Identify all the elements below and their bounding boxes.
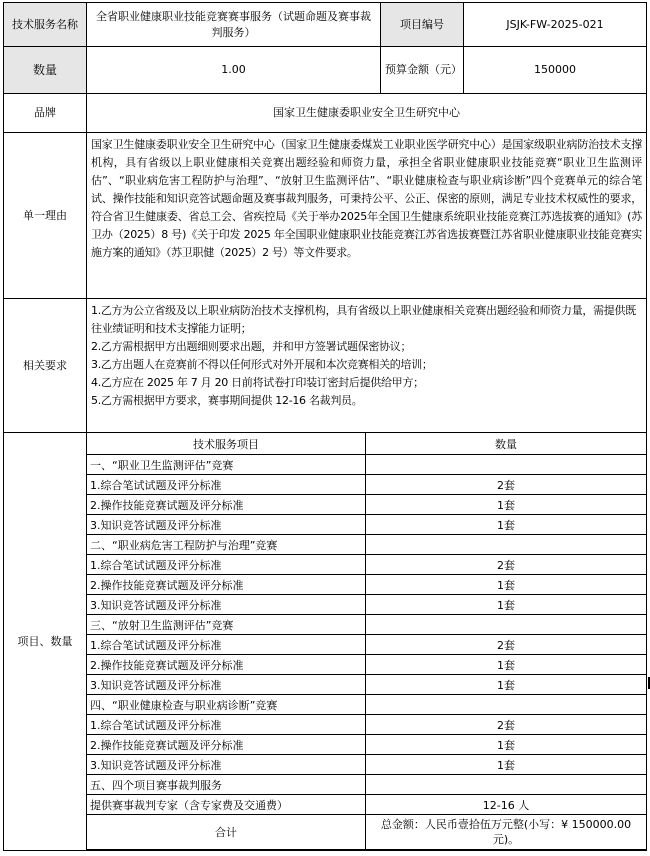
item-qty: 1套 xyxy=(366,735,647,755)
requirements-row xyxy=(4,299,647,433)
item-qty: 1套 xyxy=(366,755,647,775)
brand-value: 国家卫生健康委职业安全卫生研究中心 xyxy=(87,94,647,133)
item-name: 三、“放射卫生监测评估”竞赛 xyxy=(87,615,366,635)
table-row xyxy=(87,495,647,515)
requirements-list xyxy=(87,299,647,433)
item-qty xyxy=(366,695,647,715)
item-name: 一、“职业卫生监测评估”竞赛 xyxy=(87,455,366,475)
quantity-value: 1.00 xyxy=(87,47,381,94)
item-name: 四、“职业健康检查与职业病诊断”竞赛 xyxy=(87,695,366,715)
item-name: 二、“职业病危害工程防护与治理”竞赛 xyxy=(87,535,366,555)
table-row xyxy=(87,555,647,575)
service-name-value: 全省职业健康职业技能竞赛赛事服务（试题命题及赛事裁判服务） xyxy=(87,3,381,47)
table-row xyxy=(87,795,647,815)
budget-label: 预算金额（元） xyxy=(381,47,464,94)
table-row xyxy=(87,755,647,775)
item-name: 3.知识竞答试题及评分标准 xyxy=(87,675,366,695)
procurement-form xyxy=(3,2,646,853)
table-row xyxy=(87,775,647,795)
form-table xyxy=(3,2,647,851)
table-row xyxy=(87,475,647,495)
items-label: 项目、数量 xyxy=(4,433,87,851)
item-qty: 1套 xyxy=(366,655,647,675)
item-qty: 1套 xyxy=(366,675,647,695)
service-name-row xyxy=(4,3,647,47)
items-col-item-header: 技术服务项目 xyxy=(87,433,366,455)
item-qty: 1套 xyxy=(366,495,647,515)
item-qty: 1套 xyxy=(366,575,647,595)
item-qty: 2套 xyxy=(366,635,647,655)
table-row xyxy=(87,675,647,695)
item-qty xyxy=(366,615,647,635)
table-row xyxy=(87,575,647,595)
sole-reason-row xyxy=(4,133,647,299)
quantity-label: 数量 xyxy=(4,47,87,94)
item-name: 3.知识竞答试题及评分标准 xyxy=(87,755,366,775)
item-qty xyxy=(366,455,647,475)
requirement-item: 2.乙方需根据甲方出题细则要求出题，并和甲方签署试题保密协议； xyxy=(91,340,412,353)
items-table xyxy=(86,432,647,850)
requirement-item: 4.乙方应在 2025 年 7 月 20 日前将试卷打印装订密封后提供给甲方； xyxy=(91,376,424,389)
item-name: 2.操作技能竞赛试题及评分标准 xyxy=(87,495,366,515)
item-qty: 12-16 人 xyxy=(366,795,647,815)
total-label: 合计 xyxy=(87,815,366,850)
project-no-value: JSJK-FW-2025-021 xyxy=(464,3,647,47)
item-name: 1.综合笔试试题及评分标准 xyxy=(87,475,366,495)
item-name: 1.综合笔试试题及评分标准 xyxy=(87,635,366,655)
item-name: 1.综合笔试试题及评分标准 xyxy=(87,555,366,575)
project-no-label: 项目编号 xyxy=(381,3,464,47)
item-qty: 1套 xyxy=(366,515,647,535)
table-row xyxy=(87,535,647,555)
items-header-row xyxy=(87,433,647,455)
budget-value: 150000 xyxy=(464,47,647,94)
quantity-row xyxy=(4,47,647,94)
requirements-label: 相关要求 xyxy=(4,299,87,433)
item-qty: 2套 xyxy=(366,475,647,495)
requirement-item: 3.乙方出题人在竞赛前不得以任何形式对外开展和本次竞赛相关的培训； xyxy=(91,358,433,371)
items-container xyxy=(87,433,647,851)
item-name: 2.操作技能竞赛试题及评分标准 xyxy=(87,735,366,755)
table-row xyxy=(87,655,647,675)
brand-label: 品牌 xyxy=(4,94,87,133)
item-name: 1.综合笔试试题及评分标准 xyxy=(87,715,366,735)
table-row xyxy=(87,455,647,475)
requirement-item: 5.乙方需根据甲方要求，赛事期间提供 12-16 名裁判员。 xyxy=(91,394,363,407)
item-qty: 2套 xyxy=(366,555,647,575)
item-name: 五、四个项目赛事裁判服务 xyxy=(87,775,366,795)
items-row xyxy=(4,433,647,851)
item-name: 3.知识竞答试题及评分标准 xyxy=(87,595,366,615)
service-name-label: 技术服务名称 xyxy=(4,3,87,47)
item-qty xyxy=(366,775,647,795)
item-name: 3.知识竞答试题及评分标准 xyxy=(87,515,366,535)
item-qty: 1套 xyxy=(366,595,647,615)
sole-reason-label: 单一理由 xyxy=(4,133,87,299)
item-qty: 2套 xyxy=(366,715,647,735)
brand-row xyxy=(4,94,647,133)
item-name: 提供赛事裁判专家（含专家费及交通费） xyxy=(87,795,366,815)
table-row xyxy=(87,615,647,635)
table-row xyxy=(87,515,647,535)
table-row xyxy=(87,635,647,655)
table-row xyxy=(87,595,647,615)
table-row xyxy=(87,715,647,735)
total-value: 总金额：人民币壹拾伍万元整(小写：¥ 150000.00元)。 xyxy=(366,815,647,850)
item-name: 2.操作技能竞赛试题及评分标准 xyxy=(87,575,366,595)
item-name: 2.操作技能竞赛试题及评分标准 xyxy=(87,655,366,675)
total-row xyxy=(87,815,647,850)
items-col-qty-header: 数量 xyxy=(366,433,647,455)
requirement-item: 1.乙方为公立省级及以上职业病防治技术支撑机构，具有省级以上职业健康相关竞赛出题经验和师资力量，需提供既往业绩证明和技术支撑能力证明； xyxy=(91,304,636,335)
sole-reason-text: 国家卫生健康委职业安全卫生研究中心（国家卫生健康委煤炭工业职业医学研究中心）是国家级职业病防治技术支撑机构，具有省级以上职业健康相关竞赛出题经验和师资力量，承担全省职业健康职业技能竞赛“职业卫生监测评估”、“职业病危害工程防护与治理”、“放射卫生监测评估”、“职业健康检查与职业病诊断”四个竞赛单元的综合笔试、操作技能和知识竞答试题命题及赛事裁判服务，可秉持公平、公正、保密的原则，满足专业技术权威性的要求，符合省卫生健康委、省总工会、省疾控局《关于举办2025年全国卫生健康系统职业技能竞赛江苏选拔赛的通知》(苏卫办（2025）8 号)《关于印发 2025 年全国职业健康职业技能竞赛江苏省选拔赛暨江苏省职业健康职业技能竞赛实施方案的通知》（苏卫职健（2025）2 号）等文件要求。 xyxy=(87,133,647,299)
item-qty xyxy=(366,535,647,555)
table-row xyxy=(87,735,647,755)
table-row xyxy=(87,695,647,715)
